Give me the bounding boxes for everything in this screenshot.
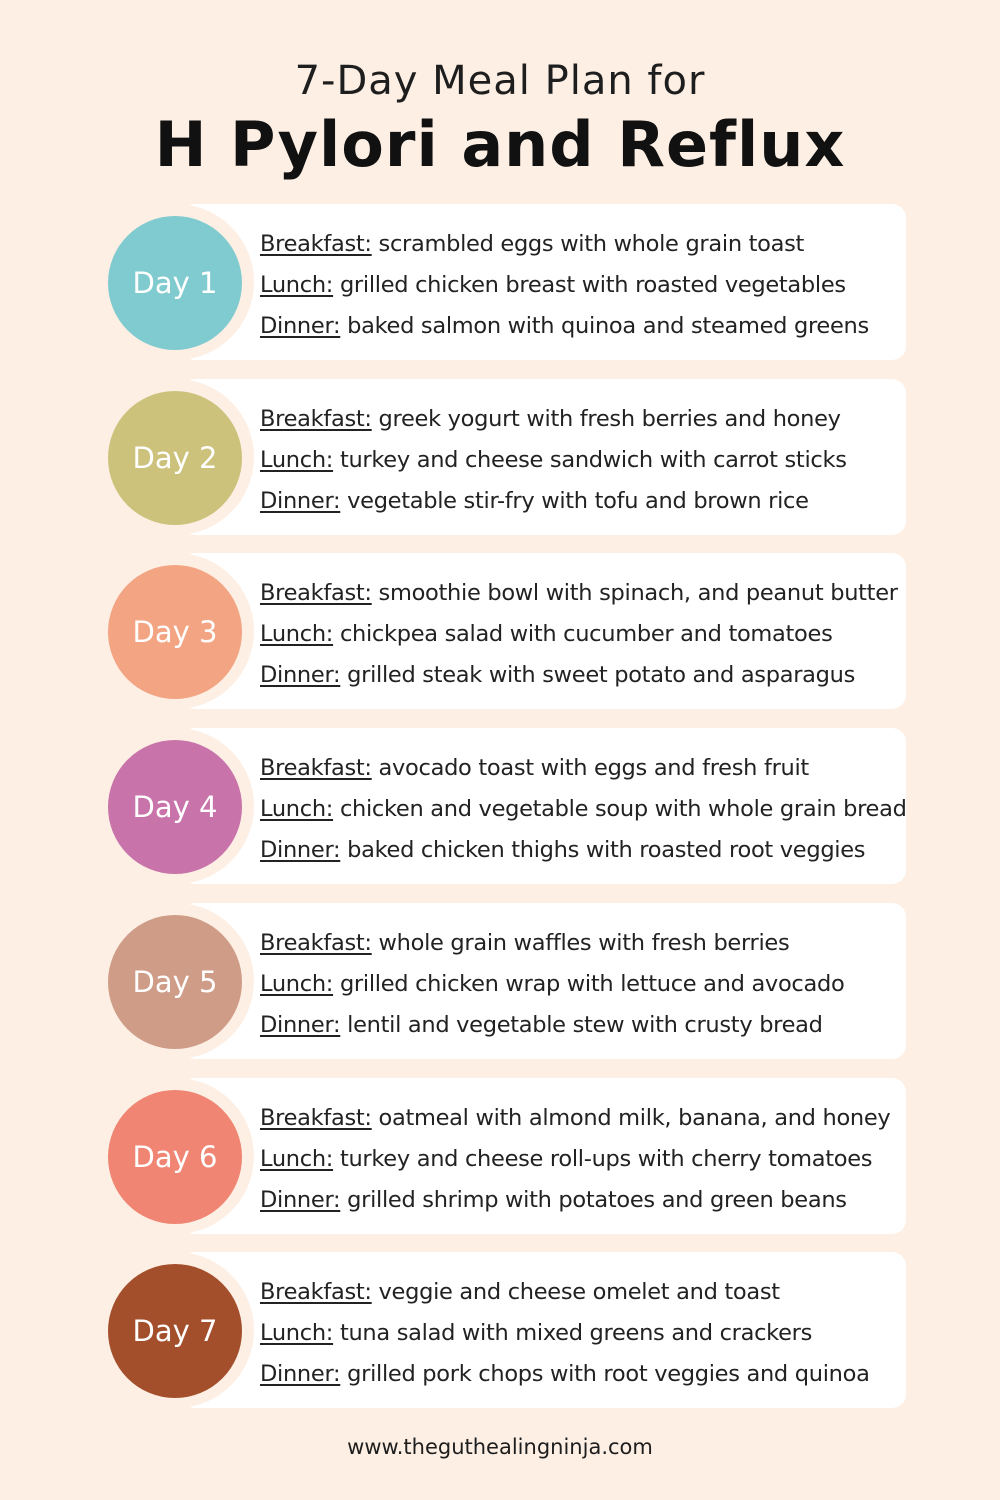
meal-description: turkey and cheese sandwich with carrot sticks — [339, 447, 847, 473]
meal-description: vegetable stir-fry with tofu and brown rice — [347, 488, 809, 514]
meal-line — [260, 748, 900, 789]
meal-label: Dinner: — [260, 1361, 341, 1387]
day-row — [0, 1078, 1000, 1234]
day-meals — [260, 573, 900, 696]
meal-label: Breakfast: — [260, 580, 372, 606]
day-row — [0, 204, 1000, 360]
meal-description: greek yogurt with fresh berries and honey — [378, 406, 841, 432]
subtitle: 7-Day Meal Plan for — [294, 58, 706, 104]
meal-label: Lunch: — [260, 272, 334, 298]
meal-description: grilled shrimp with potatoes and green beans — [347, 1187, 847, 1213]
meal-line — [260, 923, 900, 964]
meal-line — [260, 1005, 900, 1046]
meal-line — [260, 440, 900, 481]
meal-line — [260, 265, 900, 306]
day-row — [0, 903, 1000, 1059]
meal-description: tuna salad with mixed greens and crackers — [339, 1320, 813, 1346]
meal-label: Dinner: — [260, 313, 341, 339]
meal-description: baked chicken thighs with roasted root veggies — [347, 837, 866, 863]
meal-line — [260, 1313, 900, 1354]
day-row — [0, 553, 1000, 709]
meal-label: Lunch: — [260, 1146, 334, 1172]
meal-label: Breakfast: — [260, 930, 372, 956]
meal-line — [260, 399, 900, 440]
meal-label: Dinner: — [260, 1012, 341, 1038]
meal-label: Dinner: — [260, 837, 341, 863]
meal-line — [260, 830, 900, 871]
meal-description: baked salmon with quinoa and steamed greens — [347, 313, 869, 339]
meal-description: grilled steak with sweet potato and asparagus — [347, 662, 855, 688]
meal-line — [260, 1272, 900, 1313]
meal-description: grilled chicken wrap with lettuce and avocado — [339, 971, 845, 997]
day-row — [0, 728, 1000, 884]
meal-line — [260, 964, 900, 1005]
meal-label: Breakfast: — [260, 755, 372, 781]
meal-label: Lunch: — [260, 1320, 334, 1346]
meal-line — [260, 1354, 900, 1395]
day-badge: Day 5 — [108, 915, 242, 1049]
meal-description: grilled pork chops with root veggies and quinoa — [347, 1361, 870, 1387]
meal-line — [260, 1139, 900, 1180]
meal-label: Breakfast: — [260, 231, 372, 257]
day-meals — [260, 1098, 900, 1221]
day-row — [0, 379, 1000, 535]
day-badge: Day 3 — [108, 565, 242, 699]
meal-label: Breakfast: — [260, 406, 372, 432]
meal-label: Dinner: — [260, 662, 341, 688]
meal-description: chickpea salad with cucumber and tomatoes — [339, 621, 833, 647]
meal-label: Lunch: — [260, 971, 334, 997]
meal-line — [260, 614, 900, 655]
meal-line — [260, 481, 900, 522]
day-badge: Day 7 — [108, 1264, 242, 1398]
meal-line — [260, 655, 900, 696]
page-title: H Pylori and Reflux — [154, 108, 846, 181]
day-badge: Day 2 — [108, 391, 242, 525]
meal-line — [260, 789, 907, 830]
meal-label: Breakfast: — [260, 1279, 372, 1305]
meal-label: Lunch: — [260, 447, 334, 473]
meal-description: lentil and vegetable stew with crusty bread — [347, 1012, 823, 1038]
footer-url[interactable]: www.theguthealingninja.com — [347, 1435, 653, 1459]
meal-line — [260, 224, 900, 265]
meal-line — [260, 306, 900, 347]
day-meals — [260, 1272, 900, 1395]
meal-label: Lunch: — [260, 621, 334, 647]
meal-line — [260, 573, 900, 614]
meal-label: Dinner: — [260, 488, 341, 514]
meal-label: Lunch: — [260, 796, 334, 822]
day-badge: Day 6 — [108, 1090, 242, 1224]
day-row — [0, 1252, 1000, 1408]
meal-label: Breakfast: — [260, 1105, 372, 1131]
meal-description: scrambled eggs with whole grain toast — [378, 231, 805, 257]
meal-description: grilled chicken breast with roasted vegetables — [339, 272, 846, 298]
meal-description: smoothie bowl with spinach, and peanut butter — [378, 580, 898, 606]
meal-description: chicken and vegetable soup with whole grain bread — [339, 796, 907, 822]
meal-description: veggie and cheese omelet and toast — [378, 1279, 780, 1305]
meal-line — [260, 1180, 900, 1221]
meal-description: oatmeal with almond milk, banana, and honey — [378, 1105, 891, 1131]
meal-description: turkey and cheese roll-ups with cherry tomatoes — [339, 1146, 873, 1172]
day-meals — [260, 923, 900, 1046]
meal-description: whole grain waffles with fresh berries — [378, 930, 790, 956]
day-badge: Day 4 — [108, 740, 242, 874]
day-meals — [260, 748, 907, 871]
day-meals — [260, 399, 900, 522]
day-badge: Day 1 — [108, 216, 242, 350]
meal-description: avocado toast with eggs and fresh fruit — [378, 755, 809, 781]
day-meals — [260, 224, 900, 347]
meal-label: Dinner: — [260, 1187, 341, 1213]
meal-line — [260, 1098, 900, 1139]
